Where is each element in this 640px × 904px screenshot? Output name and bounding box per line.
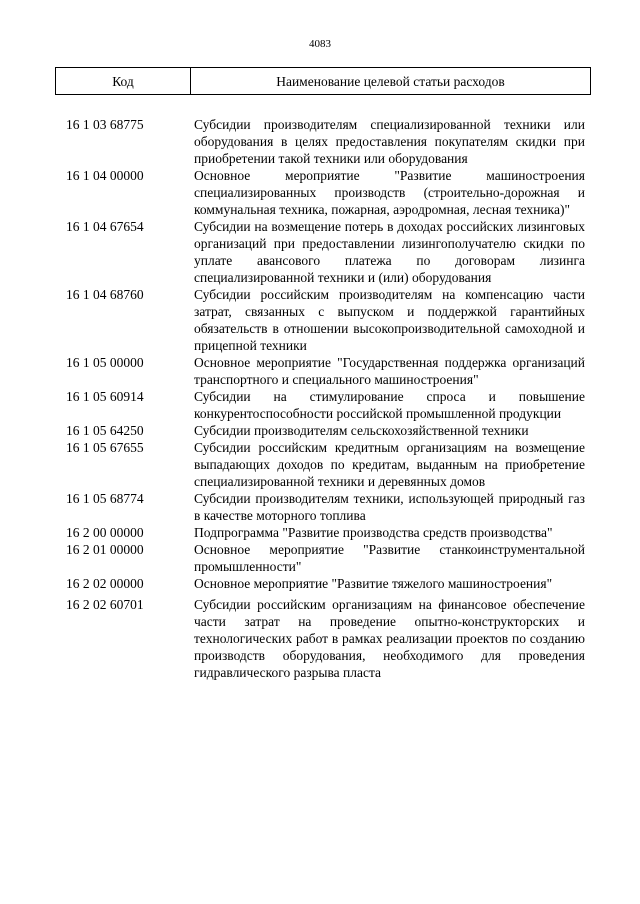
page-number: 4083 bbox=[309, 38, 331, 50]
header-code: Код bbox=[56, 68, 191, 94]
table-row bbox=[0, 388, 640, 422]
row-code: 16 2 02 60701 bbox=[66, 597, 144, 612]
row-name: Субсидии на возмещение потерь в доходах российских лизинговых организаций при предоставлении лизингополучателю скидки по уплате авансового платежа по договорам лизинга специализированной техники и (или) оборудования bbox=[194, 219, 585, 285]
table-header bbox=[55, 67, 591, 95]
row-name: Подпрограмма "Развитие производства средств производства" bbox=[194, 525, 553, 540]
table-row bbox=[0, 596, 640, 681]
table-row bbox=[0, 286, 640, 354]
table-row bbox=[0, 354, 640, 388]
row-code: 16 1 04 67654 bbox=[66, 219, 144, 234]
row-code: 16 1 04 68760 bbox=[66, 287, 144, 302]
row-code: 16 2 00 00000 bbox=[66, 525, 144, 540]
row-code: 16 1 05 68774 bbox=[66, 491, 144, 506]
table-body bbox=[0, 116, 640, 681]
row-code: 16 2 01 00000 bbox=[66, 542, 144, 557]
row-name: Основное мероприятие "Развитие станкоинструментальной промышленности" bbox=[194, 542, 585, 574]
row-name: Субсидии российским производителям на компенсацию части затрат, связанных с выпуском и поддержкой гарантийных обязательств в отношении высокопроизводительной самоходной и прицепной техники bbox=[194, 287, 585, 353]
row-name: Субсидии производителям техники, использующей природный газ в качестве моторного топлива bbox=[194, 491, 585, 523]
row-code: 16 1 05 64250 bbox=[66, 423, 144, 438]
table-row bbox=[0, 490, 640, 524]
row-code: 16 1 03 68775 bbox=[66, 117, 144, 132]
row-code: 16 2 02 00000 bbox=[66, 576, 144, 591]
row-code: 16 1 05 00000 bbox=[66, 355, 144, 370]
table-row bbox=[0, 167, 640, 218]
row-name: Субсидии российским кредитным организациям на возмещение выпадающих доходов по кредитам, выданным на приобретение специализированной техники и деревянных домов bbox=[194, 440, 585, 489]
table-row bbox=[0, 116, 640, 167]
row-code: 16 1 04 00000 bbox=[66, 168, 144, 183]
row-name: Основное мероприятие "Государственная поддержка организаций транспортного и специального машиностроения" bbox=[194, 355, 585, 387]
header-name: Наименование целевой статьи расходов bbox=[276, 73, 505, 89]
row-code: 16 1 05 67655 bbox=[66, 440, 144, 455]
table-row bbox=[0, 541, 640, 575]
row-code: 16 1 05 60914 bbox=[66, 389, 144, 404]
table-row bbox=[0, 218, 640, 286]
row-name: Основное мероприятие "Развитие машиностроения специализированных производств (строительно-дорожная и коммунальная техника, пожарная, аэродромная, лесная техника)" bbox=[194, 168, 585, 217]
table-row bbox=[0, 524, 640, 541]
row-name: Основное мероприятие "Развитие тяжелого машиностроения" bbox=[194, 576, 553, 591]
row-name: Субсидии на стимулирование спроса и повышение конкурентоспособности российской промышленной продукции bbox=[194, 389, 585, 421]
row-name: Субсидии производителям сельскохозяйственной техники bbox=[194, 423, 529, 438]
row-name: Субсидии российским организациям на финансовое обеспечение части затрат на проведение опытно-конструкторских и технологических работ в рамках реализации проектов по созданию производств оборудования, необходимого для проведения гидравлического разрыва пласта bbox=[194, 597, 585, 680]
table-row bbox=[0, 422, 640, 439]
row-name: Субсидии производителям специализированной техники или оборудования в целях предоставления покупателям скидки при приобретении такой техники или оборудования bbox=[194, 117, 585, 166]
table-row bbox=[0, 439, 640, 490]
table-row bbox=[0, 575, 640, 592]
